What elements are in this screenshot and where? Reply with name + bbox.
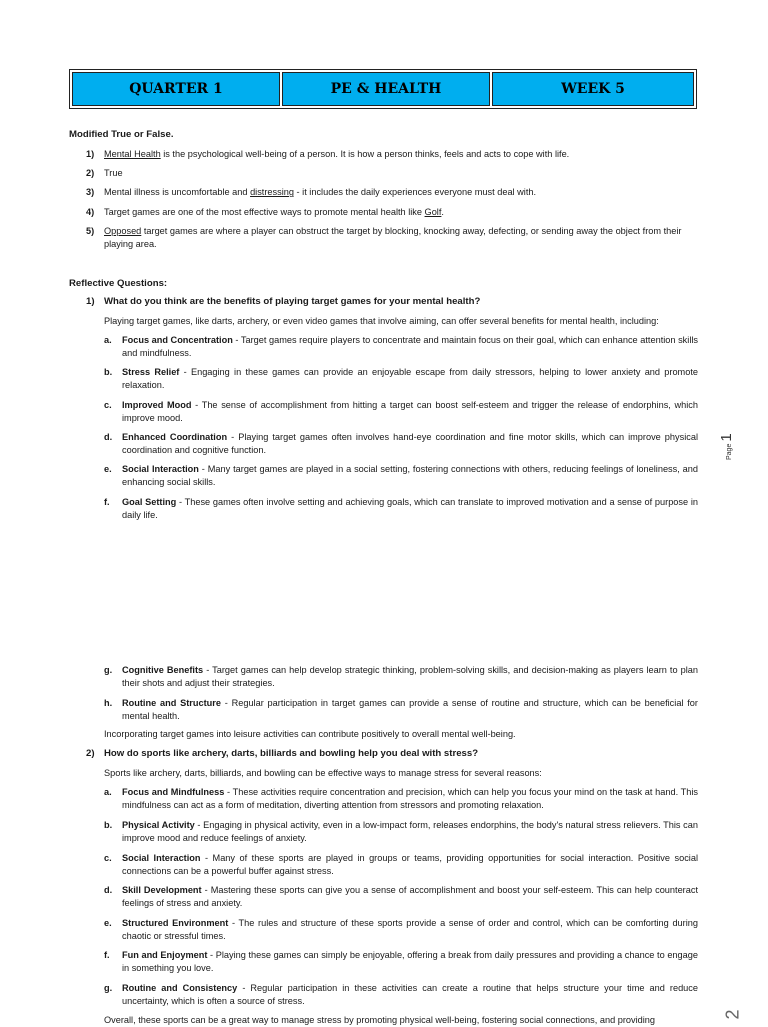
tf-item bbox=[86, 167, 698, 180]
list-item bbox=[104, 463, 698, 489]
list-item bbox=[104, 496, 698, 522]
list-text: - The sense of accomplishment from hitting a target can boost self-esteem and trigger the release of endorphins, which improve mood. bbox=[122, 400, 698, 423]
tf-item bbox=[86, 148, 698, 161]
list-item bbox=[104, 852, 698, 878]
header-table bbox=[69, 69, 697, 109]
tf-underlined: Mental Health bbox=[104, 149, 161, 159]
list-item bbox=[104, 884, 698, 910]
list-heading: Skill Development bbox=[122, 885, 202, 895]
tf-text: - it includes the daily experiences everyone must deal with. bbox=[293, 187, 537, 197]
list-item bbox=[104, 399, 698, 425]
list-text: - Regular participation in target games can provide a sense of routine and structure, which can be beneficial for mental health. bbox=[122, 698, 698, 721]
list-text: - Target games can help develop strategic thinking, problem-solving skills, and decision-making as players learn to plan their shots and adjust their strategies. bbox=[122, 665, 699, 688]
tf-text: . bbox=[441, 207, 444, 217]
question-number: 2) bbox=[86, 748, 95, 759]
list-heading: Routine and Structure bbox=[122, 698, 221, 708]
question-number: 1) bbox=[86, 296, 95, 307]
tf-text: target games are where a player can obstruct the target by blocking, knocking away, defecting, or sending away the object from their playing area. bbox=[104, 226, 682, 249]
list-letter: e. bbox=[104, 464, 112, 474]
list-item bbox=[104, 664, 698, 690]
tf-item bbox=[86, 206, 698, 219]
list-text: - Target games require players to concentrate and maintain focus on their goal, which can enhance attention skills and mindfulness. bbox=[122, 335, 698, 358]
list-letter: c. bbox=[104, 400, 112, 410]
list-letter: b. bbox=[104, 367, 113, 377]
list-heading: Structured Environment bbox=[122, 918, 229, 928]
tf-text: Mental illness is uncomfortable and bbox=[104, 187, 251, 197]
list-item bbox=[104, 949, 698, 975]
list-letter: f. bbox=[104, 497, 110, 507]
tf-number: 5) bbox=[86, 226, 95, 236]
tf-underlined: distressing bbox=[250, 187, 294, 197]
list-item bbox=[104, 697, 698, 723]
tf-item bbox=[86, 186, 698, 199]
question-2 bbox=[86, 747, 698, 760]
list-item bbox=[104, 786, 698, 812]
list-text: - Playing target games often involves hand-eye coordination and fine motor skills, which can improve physical coordination and cognitive function. bbox=[122, 432, 698, 455]
list-heading: Routine and Consistency bbox=[122, 983, 238, 993]
tf-number: 3) bbox=[86, 187, 95, 197]
list-letter: a. bbox=[104, 335, 112, 345]
list-item bbox=[104, 366, 698, 392]
list-text: - Engaging in these games can provide an enjoyable escape from daily stressors, helping to lower anxiety and promote relaxation. bbox=[122, 367, 698, 390]
list-letter: b. bbox=[104, 820, 113, 830]
list-text: - Mastering these sports can give you a sense of accomplishment and boost your self-esteem. This can help counteract feelings of stress and anxiety. bbox=[122, 885, 699, 908]
page-number: 1 bbox=[718, 433, 735, 442]
list-letter: f. bbox=[104, 950, 110, 960]
list-heading: Social Interaction bbox=[122, 464, 199, 474]
tf-text: is the psychological well-being of a person. It is how a person thinks, feels and acts to cope with life. bbox=[160, 149, 570, 159]
page-number-label bbox=[718, 420, 758, 460]
list-heading: Goal Setting bbox=[122, 497, 177, 507]
list-item bbox=[104, 819, 698, 845]
list-item bbox=[104, 431, 698, 457]
list-heading: Stress Relief bbox=[122, 367, 180, 377]
tf-text: Target games are one of the most effective ways to promote mental health like bbox=[104, 207, 425, 217]
tf-text: True bbox=[104, 168, 123, 178]
list-letter: d. bbox=[104, 885, 113, 895]
list-letter: c. bbox=[104, 853, 112, 863]
list-item bbox=[104, 917, 698, 943]
list-letter: d. bbox=[104, 432, 113, 442]
list-text: - These games often involve setting and achieving goals, which can translate to improved motivation and a sense of purpose in daily life. bbox=[122, 497, 698, 520]
q1-outro: Incorporating target games into leisure activities can contribute positively to overall mental well-being. bbox=[104, 729, 516, 739]
q2-intro: Sports like archery, darts, billiards, and bowling can be effective ways to manage stress for several reasons: bbox=[104, 768, 542, 778]
list-letter: e. bbox=[104, 918, 112, 928]
list-letter: h. bbox=[104, 698, 113, 708]
header-quarter: QUARTER 1 bbox=[72, 72, 280, 106]
question-text: How do sports like archery, darts, billiards and bowling help you deal with stress? bbox=[104, 748, 479, 759]
question-1 bbox=[86, 295, 698, 308]
list-letter: a. bbox=[104, 787, 112, 797]
tf-number: 1) bbox=[86, 149, 95, 159]
tf-item bbox=[86, 225, 698, 251]
list-text: - Playing these games can simply be enjoyable, offering a break from daily pressures and providing a chance to engage in something you love. bbox=[122, 950, 698, 973]
tf-number: 4) bbox=[86, 207, 95, 217]
list-letter: g. bbox=[104, 983, 113, 993]
header-week: WEEK 5 bbox=[492, 72, 694, 106]
list-heading: Enhanced Coordination bbox=[122, 432, 228, 442]
list-heading: Focus and Concentration bbox=[122, 335, 233, 345]
list-heading: Cognitive Benefits bbox=[122, 665, 204, 675]
question-text: What do you think are the benefits of playing target games for your mental health? bbox=[104, 296, 481, 307]
list-item bbox=[104, 334, 698, 360]
tf-number: 2) bbox=[86, 168, 95, 178]
q2-outro: Overall, these sports can be a great way to manage stress by promoting physical well-being, fostering social connections, and providing bbox=[104, 1015, 656, 1025]
q1-intro: Playing target games, like darts, archery, or even video games that involve aiming, can offer several benefits for mental health, including: bbox=[104, 316, 659, 326]
list-item bbox=[104, 982, 698, 1008]
true-false-title: Modified True or False. bbox=[69, 129, 174, 140]
next-page-number: 2 bbox=[722, 1009, 743, 1020]
list-text: - Many target games are played in a social setting, fostering connections with others, reducing feelings of loneliness, and enhancing social skills. bbox=[122, 464, 698, 487]
tf-underlined: Opposed bbox=[104, 226, 142, 236]
list-text: - Regular participation in these activities can create a routine that helps structure your time and reduce uncertainty, which is often a source of stress. bbox=[122, 983, 698, 1006]
list-heading: Improved Mood bbox=[122, 400, 192, 410]
header-subject: PE & HEALTH bbox=[282, 72, 490, 106]
list-text: - The rules and structure of these sports provide a sense of order and control, which can be comforting during chaotic or stressful times. bbox=[122, 918, 698, 941]
list-heading: Focus and Mindfulness bbox=[122, 787, 225, 797]
tf-underlined: Golf bbox=[424, 207, 442, 217]
list-text: - Engaging in physical activity, even in a low-impact form, releases endorphins, the body's natural stress relievers. This can improve mood and reduce feelings of anxiety. bbox=[122, 820, 698, 843]
list-heading: Physical Activity bbox=[122, 820, 195, 830]
list-text: - Many of these sports are played in groups or teams, providing opportunities for social interaction. Positive social connections can be a powerful buffer against stress. bbox=[122, 853, 698, 876]
list-text: - These activities require concentration and precision, which can help you focus your mind on the task at hand. This mindfulness can act as a form of meditation, diverting attention from stressors and promoting relaxation. bbox=[122, 787, 698, 810]
list-heading: Fun and Enjoyment bbox=[122, 950, 208, 960]
list-heading: Social Interaction bbox=[122, 853, 201, 863]
list-letter: g. bbox=[104, 665, 113, 675]
reflective-title: Reflective Questions: bbox=[69, 278, 168, 289]
page-word: Page bbox=[726, 443, 733, 460]
